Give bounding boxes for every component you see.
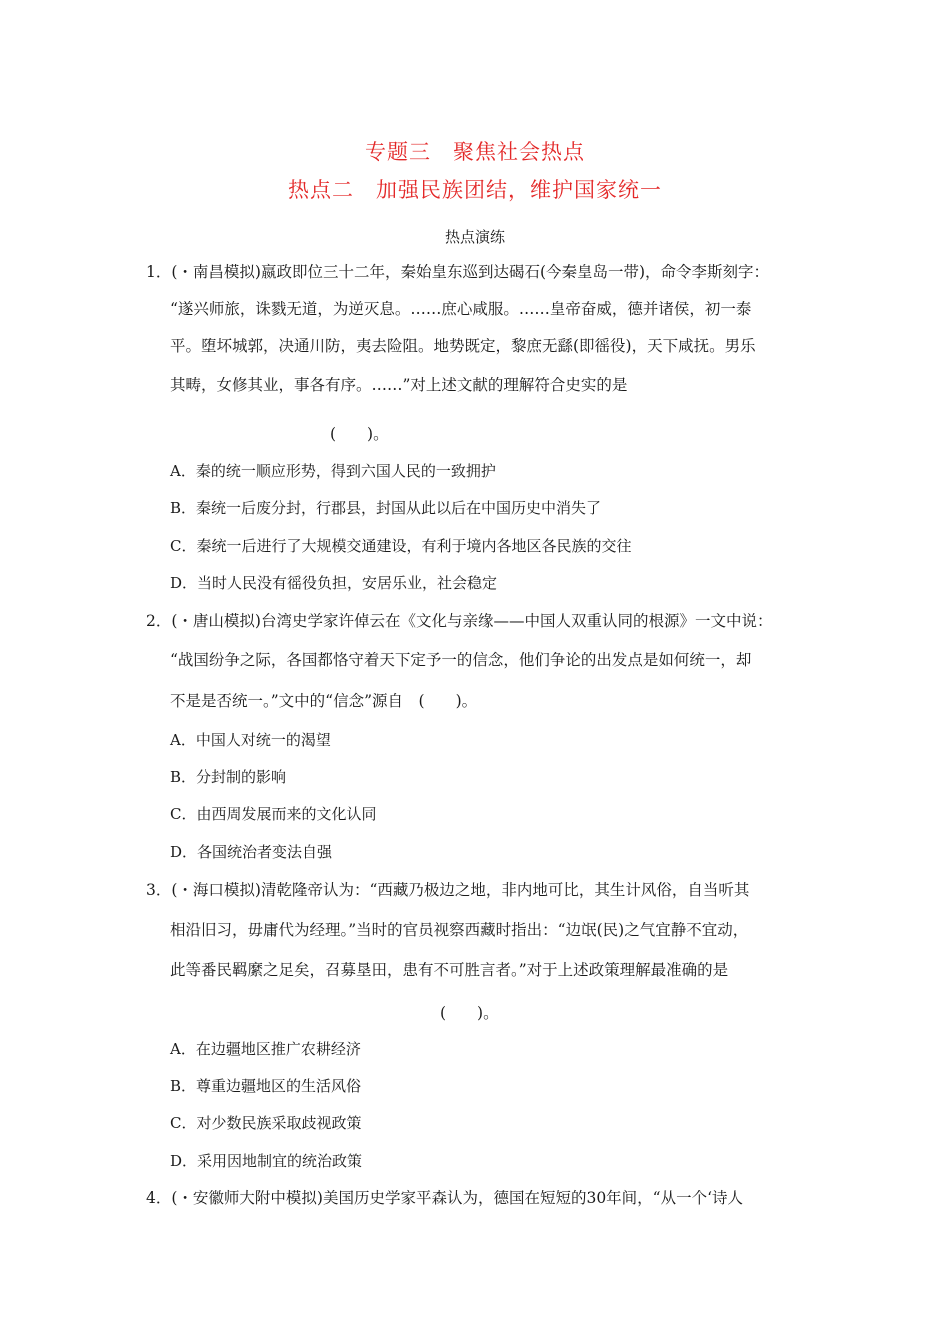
question-2-option-d: D．各国统治者变法自强 — [170, 843, 333, 861]
question-1-line-1: 1．(・南昌模拟)嬴政即位三十二年，秦始皇东巡到达碣石(今秦皇岛一带)，命令李斯刻字： — [146, 263, 770, 281]
document-title: 专题三 聚焦社会热点 — [365, 140, 585, 164]
question-3-option-c: C．对少数民族采取歧视政策 — [170, 1114, 362, 1132]
document-subtitle: 热点二 加强民族团结，维护国家统一 — [288, 178, 662, 202]
question-2-line-3: 不是是否统一。”文中的“信念”源自 ( )。 — [170, 692, 478, 710]
question-1-option-c: C．秦统一后进行了大规模交通建设，有利于境内各地区各民族的交往 — [170, 537, 632, 555]
question-1-option-d: D．当时人民没有徭役负担，安居乐业，社会稳定 — [170, 574, 498, 592]
section-heading: 热点演练 — [444, 228, 505, 246]
question-2-option-a: A．中国人对统一的渴望 — [170, 731, 331, 749]
question-3-line-3: 此等番民羁縻之足矣，召募垦田，患有不可胜言者。”对于上述政策理解最准确的是 — [170, 961, 729, 979]
question-1-option-a: A．秦的统一顺应形势，得到六国人民的一致拥护 — [170, 462, 496, 480]
question-4-line-1: 4．(・安徽师大附中模拟)美国历史学家平森认为，德国在短短的30年间，“从一个‘诗人 — [146, 1189, 744, 1207]
question-3-option-a: A．在边疆地区推广农耕经济 — [170, 1040, 361, 1058]
question-3-line-2: 相沿旧习，毋庸代为经理。”当时的官员视察西藏时指出：“边氓(民)之气宜静不宜动， — [170, 921, 749, 939]
question-1-option-b: B．秦统一后废分封，行郡县，封国从此以后在中国历史中消失了 — [170, 499, 602, 517]
question-3-line-1: 3．(・海口模拟)清乾隆帝认为：“西藏乃极边之地，非内地可比，其生计风俗，自当听其 — [146, 881, 750, 899]
question-3-option-d: D．采用因地制宜的统治政策 — [170, 1152, 363, 1170]
question-2-option-c: C．由西周发展而来的文化认同 — [170, 805, 377, 823]
question-1-line-2: “遂兴师旅，诛戮无道，为逆灭息。……庶心咸服。……皇帝奋威，德并诸侯，初一泰 — [170, 300, 752, 318]
question-3-option-b: B．尊重边疆地区的生活风俗 — [170, 1077, 362, 1095]
question-1-line-3: 平。堕坏城郭，决通川防，夷去险阻。地势既定，黎庶无繇(即徭役)，天下咸抚。男乐 — [170, 337, 756, 355]
question-3-answer-blank: ( )。 — [440, 1004, 499, 1022]
question-2-option-b: B．分封制的影响 — [170, 768, 287, 786]
question-2-line-2: “战国纷争之际，各国都恪守着天下定予一的信念，他们争论的出发点是如何统一，却 — [170, 651, 752, 669]
question-2-line-1: 2．(・唐山模拟)台湾史学家许倬云在《文化与亲缘——中国人双重认同的根源》一文中说： — [146, 612, 773, 630]
question-1-answer-blank: ( )。 — [330, 425, 389, 443]
question-1-line-4: 其畴，女修其业，事各有序。……”对上述文献的理解符合史实的是 — [170, 376, 628, 394]
